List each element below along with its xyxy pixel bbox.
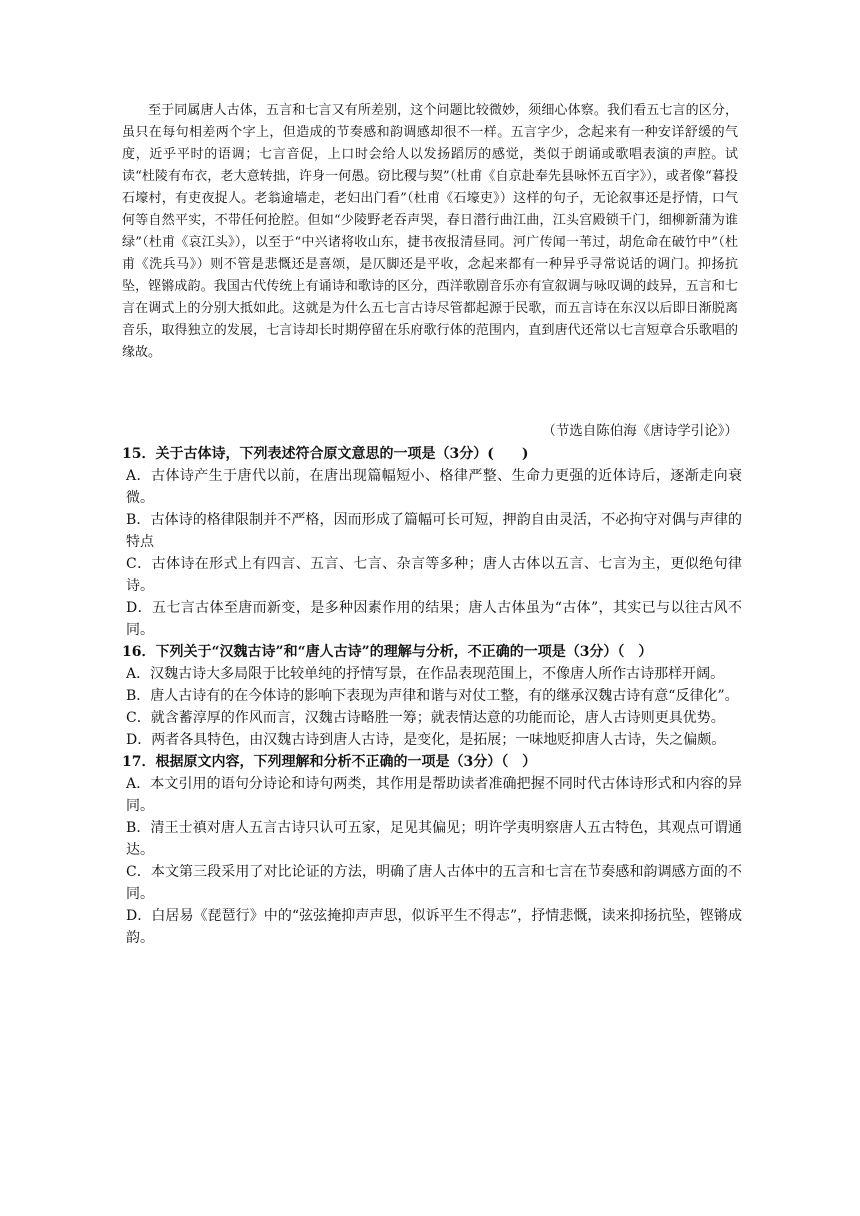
passage-source: （节选自陈伯海《唐诗学引论》） [542,423,738,439]
option-d: D．两者各具特色，由汉魏古诗到唐人古诗，是变化，是拓展；一味地贬抑唐人古诗，失之偏颇。 [126,732,726,748]
option-c: C．本文第三段采用了对比论证的方法，明确了唐人古体中的五言和七言在节奏感和韵调感方面的不同。 [126,864,742,902]
option-a: A．汉魏古诗大多局限于比较单纯的抒情写景，在作品表现范围上，不像唐人所作古诗那样开阔。 [126,666,725,682]
passage-paragraph: 至于同属唐人古体，五言和七言又有所差别，这个问题比较微妙，须细心体察。我们看五七言的区分，虽只在每句相差两个字上，但造成的节奏感和韵调感却很不一样。五言字少，念起来有一种安详舒缓的气度，近乎平时的语调；七言音促，上口时会给人以发扬蹈厉的感觉，类似于朗诵或歌唱表演的声腔。试读“杜陵有布衣，老大意转拙，许身一何愚。窃比稷与契”（杜甫《自京赴奉先县咏怀五百字》），或者像“暮投石壕村，有吏夜捉人。老翁逾墙走，老妇出门看”（杜甫《石壕吏》）这样的句子，无论叙事还是抒情，口气何等自然平实，不带任何抢腔。但如“少陵野老吞声哭，春日潜行曲江曲，江头宫殿锁千门，细柳新蒲为谁绿”（杜甫《哀江头》），以至于“中兴诸将收山东，捷书夜报清昼同。河广传闻一苇过，胡危命在破竹中”（杜甫《洗兵马》）则不管是悲慨还是喜颂，是仄脚还是平收，念起来都有一种异乎寻常说话的调门。抑扬抗坠，铿锵成韵。我国古代传统上有诵诗和歌诗的区分，西洋歌剧音乐亦有宣叙调与咏叹调的歧异，五言和七言在调式上的分别大抵如此。这就是为什么五七言古诗尽管都起源于民歌，而五言诗在东汉以后即日渐脱离音乐，取得独立的发展，七言诗却长时期停留在乐府歌行体的范围内，直到唐代还常以七言短章合乐歌唱的缘故。 [122,103,738,360]
question-stem: 15．关于古体诗，下列表述符合原文意思的一项是（3分）( ) [122,446,529,462]
option-b: B．古体诗的格律限制并不严格，因而形成了篇幅可长可短，押韵自由灵活，不必拘守对偶与声律的特点 [126,512,742,550]
question-list [122,443,742,949]
question-17 [122,751,742,949]
option-a: A．本文引用的语句分诗论和诗句两类，其作用是帮助读者准确把握不同时代古体诗形式和内容的异同。 [126,776,742,814]
reading-passage [122,100,738,364]
question-stem: 17．根据原文内容，下列理解和分析不正确的一项是（3分）（ ） [122,754,537,770]
option-d: D．五七言古体至唐而新变，是多种因素作用的结果；唐人古体虽为“古体”，其实已与以往古风不同。 [126,600,742,638]
question-stem: 16．下列关于“汉魏古诗”和“唐人古诗”的理解与分析，不正确的一项是（3分）（ ） [122,644,653,660]
question-16 [122,641,742,751]
option-a: A．古体诗产生于唐代以前，在唐出现篇幅短小、格律严整、生命力更强的近体诗后，逐渐走向衰微。 [126,468,742,506]
option-b: B．清王士禛对唐人五言古诗只认可五家，足见其偏见；明许学夷明察唐人五古特色，其观点可谓通达。 [126,820,742,858]
option-c: C．古体诗在形式上有四言、五言、七言、杂言等多种；唐人古体以五言、七言为主，更似绝句律诗。 [126,556,742,594]
option-c: C．就含蓄淳厚的作风而言，汉魏古诗略胜一筹；就表情达意的功能而论，唐人古诗则更具优势。 [126,710,725,726]
option-b: B．唐人古诗有的在今体诗的影响下表现为声律和谐与对仗工整，有的继承汉魏古诗有意“反律化”。 [126,688,739,704]
option-d: D．白居易《琵琶行》中的“弦弦掩抑声声思，似诉平生不得志”，抒情悲慨，读来抑扬抗坠，铿锵成韵。 [126,908,742,946]
question-15 [122,443,742,641]
